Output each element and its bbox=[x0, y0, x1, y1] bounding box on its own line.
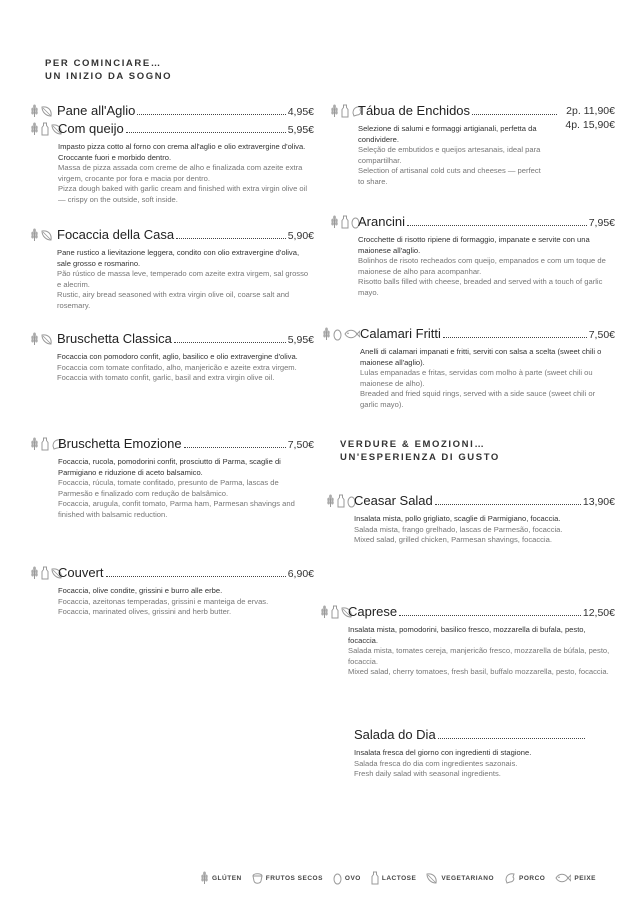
dot-leader bbox=[126, 132, 286, 133]
vegetarian-icon bbox=[41, 332, 53, 346]
item-header bbox=[322, 326, 615, 342]
gluten-icon bbox=[30, 437, 39, 451]
legend-item bbox=[504, 871, 545, 885]
description-italian: Insalata fresca del giorno con ingredienti di stagione. bbox=[354, 748, 532, 757]
gluten-icon bbox=[30, 332, 39, 346]
dot-leader bbox=[184, 447, 286, 448]
item-description bbox=[348, 625, 615, 678]
description-english: Mixed salad, grilled chicken, Parmesan shavings, focaccia. bbox=[354, 535, 552, 545]
description-italian: Selezione di salumi e formaggi artigianali, perfetta da condividere. bbox=[358, 124, 537, 144]
legend-item bbox=[252, 871, 323, 885]
allergen-icons bbox=[330, 215, 360, 229]
description-portuguese: Salada mista, tomates cereja, manjericão fresco, mozzarella de búfala, pesto, focaccia. bbox=[348, 646, 610, 666]
vegetarian-icon bbox=[426, 871, 438, 885]
item-name: Bruschetta Classica bbox=[57, 331, 172, 346]
pork-icon bbox=[504, 871, 516, 885]
menu-item bbox=[330, 103, 615, 188]
item-price: 7,95€ bbox=[588, 217, 615, 229]
item-name: Couvert bbox=[58, 565, 104, 580]
egg-icon bbox=[333, 327, 342, 341]
menu-item bbox=[354, 727, 587, 780]
item-name: Calamari Fritti bbox=[360, 326, 441, 341]
item-price: 5,95€ bbox=[287, 124, 314, 136]
lactose-icon bbox=[337, 494, 345, 508]
description-italian: Insalata mista, pomodorini, basilico fresco, mozzarella di bufala, pesto, focaccia. bbox=[348, 625, 586, 645]
item-description bbox=[360, 347, 615, 411]
description-portuguese: Salada mista, frango grelhado, lascas de Parmesão, focaccia. bbox=[354, 524, 563, 534]
item-name: Ceasar Salad bbox=[354, 493, 433, 508]
item-name: Bruschetta Emozione bbox=[58, 436, 182, 451]
item-description bbox=[58, 586, 314, 618]
description-portuguese: Focaccia, rúcula, tomate confitado, presunto de Parma, lascas de Parmesão e finalizado com redução de balsâmico. bbox=[58, 478, 279, 498]
menu-item bbox=[30, 565, 314, 618]
legend-item bbox=[200, 871, 242, 885]
description-english: Focaccia, arugula, confit tomato, Parma ham, Parmesan shavings and finished with balsamic reduction. bbox=[58, 499, 295, 519]
dot-leader bbox=[176, 238, 286, 239]
item-header bbox=[330, 103, 615, 119]
gluten-icon bbox=[330, 215, 339, 229]
legend-item bbox=[555, 871, 596, 885]
dot-leader bbox=[399, 615, 581, 616]
legend-label: FRUTOS SECOS bbox=[265, 874, 323, 882]
dot-leader bbox=[137, 114, 285, 115]
item-header bbox=[30, 565, 314, 581]
item-price: 13,90€ bbox=[582, 496, 615, 508]
fish-icon bbox=[344, 327, 360, 341]
egg-icon bbox=[333, 871, 342, 885]
item-header bbox=[320, 604, 615, 620]
dot-leader bbox=[407, 225, 587, 226]
item-header bbox=[30, 121, 314, 137]
item-price: 12,50€ bbox=[582, 607, 615, 619]
item-header bbox=[354, 727, 587, 743]
lactose-icon bbox=[331, 605, 339, 619]
menu-item bbox=[30, 436, 314, 521]
item-header bbox=[30, 103, 314, 119]
description-portuguese: Salada fresca do dia com ingredientes sazonais. bbox=[354, 758, 518, 768]
item-price: 5,95€ bbox=[287, 334, 314, 346]
legend-item bbox=[371, 871, 416, 885]
item-price: 7,50€ bbox=[287, 439, 314, 451]
menu-item bbox=[320, 604, 615, 678]
gluten-icon bbox=[320, 605, 329, 619]
lactose-icon bbox=[371, 871, 379, 885]
gluten-icon bbox=[30, 228, 39, 242]
item-description bbox=[58, 457, 314, 521]
description-portuguese: Focaccia, azeitonas temperadas, grissini e manteiga de ervas. bbox=[58, 596, 269, 606]
description-italian: Focaccia, rucola, pomodorini confit, prosciutto di Parma, scaglie di Parmigiano e riduzione di aceto balsamico. bbox=[58, 457, 281, 477]
description-italian: Impasto pizza cotto al forno con crema all'aglio e olio extravergine d'oliva. Croccante fuori e morbido dentro. bbox=[58, 142, 306, 162]
dot-leader bbox=[174, 342, 286, 343]
legend-label: GLÚTEN bbox=[212, 874, 242, 882]
item-price: 5,90€ bbox=[287, 230, 314, 242]
item-header bbox=[326, 493, 615, 509]
vegetarian-icon bbox=[41, 228, 53, 242]
dot-leader bbox=[472, 114, 557, 115]
allergen-icons bbox=[30, 228, 53, 242]
item-name: Com queijo bbox=[58, 121, 124, 136]
section-heading-line: VERDURE & EMOZIONI… bbox=[340, 439, 486, 450]
allergen-icons bbox=[322, 327, 360, 341]
item-description bbox=[57, 248, 314, 312]
lactose-icon bbox=[41, 566, 49, 580]
section-heading-vegetables bbox=[340, 438, 500, 464]
legend-item bbox=[426, 871, 494, 885]
section-heading-line: PER COMINCIARE… bbox=[45, 58, 162, 69]
menu-item bbox=[326, 493, 615, 546]
item-name: Tábua de Enchidos bbox=[358, 103, 471, 118]
menu-item bbox=[30, 227, 314, 312]
description-italian: Pane rustico a lievitazione leggera, condito con olio extravergine d'oliva, sale grosso e rosmarino. bbox=[57, 248, 300, 268]
allergen-icons bbox=[326, 494, 356, 508]
item-header bbox=[30, 436, 314, 452]
section-heading-line: UN'ESPERIENZA DI GUSTO bbox=[340, 452, 500, 463]
description-portuguese: Massa de pizza assada com creme de alho e finalizada com azeite extra virgem, crocante por fora e macia por dentro. bbox=[58, 163, 303, 183]
lactose-icon bbox=[341, 104, 349, 118]
menu-item bbox=[30, 331, 314, 384]
menu-item bbox=[30, 121, 314, 206]
description-italian: Anelli di calamari impanati e fritti, serviti con salsa a scelta (sweet chili o maionese all'aglio). bbox=[360, 347, 602, 367]
legend-label: OVO bbox=[344, 874, 361, 882]
item-description bbox=[58, 142, 314, 206]
vegetarian-icon bbox=[41, 104, 53, 118]
item-price: 6,90€ bbox=[287, 568, 314, 580]
gluten-icon bbox=[326, 494, 335, 508]
gluten-icon bbox=[30, 122, 39, 136]
lactose-icon bbox=[341, 215, 349, 229]
fish-icon bbox=[555, 871, 571, 885]
dot-leader bbox=[106, 576, 286, 577]
description-italian: Focaccia con pomodoro confit, aglio, basilico e olio extravergine d'oliva. bbox=[57, 352, 298, 361]
menu-item bbox=[30, 103, 314, 119]
item-description bbox=[354, 514, 615, 546]
nuts-icon bbox=[252, 871, 263, 885]
dot-leader bbox=[443, 337, 587, 338]
description-english: Pizza dough baked with garlic cream and finished with extra virgin olive oil — crispy on the outside, soft inside. bbox=[58, 184, 308, 204]
description-portuguese: Pão rústico de massa leve, temperado com azeite extra virgem, sal grosso e alecrim. bbox=[57, 269, 309, 289]
item-name: Caprese bbox=[348, 604, 398, 619]
item-price: 4,95€ bbox=[287, 106, 314, 118]
legend-label: PORCO bbox=[519, 874, 546, 882]
item-description bbox=[358, 235, 615, 299]
item-description bbox=[57, 352, 314, 384]
description-english: Selection of artisanal cold cuts and cheeses — perfect to share. bbox=[358, 166, 541, 186]
allergen-legend bbox=[200, 870, 620, 886]
description-english: Focaccia with tomato confit, garlic, basil and extra virgin olive oil. bbox=[57, 373, 275, 383]
description-english: Risotto balls filled with cheese, breaded and served with a touch of garlic mayo. bbox=[358, 277, 603, 297]
item-name: Pane all'Aglio bbox=[57, 103, 136, 118]
section-heading-line: UN INIZIO DA SOGNO bbox=[45, 71, 173, 82]
gluten-icon bbox=[30, 566, 39, 580]
description-portuguese: Bolinhos de risoto recheados com queijo, empanados e com um toque de maionese de alho para acompanhar. bbox=[358, 256, 606, 276]
legend-label: LACTOSE bbox=[381, 874, 417, 882]
description-portuguese: Lulas empanadas e fritas, servidas com molho à parte (sweet chili ou maionese de alho). bbox=[360, 368, 593, 388]
item-header bbox=[30, 331, 314, 347]
description-italian: Crocchette di risotto ripiene di formaggio, impanate e servite con una maionese all'aglio. bbox=[358, 235, 590, 255]
gluten-icon bbox=[200, 871, 209, 885]
description-english: Mixed salad, cherry tomatoes, fresh basil, buffalo mozzarella, pesto, focaccia. bbox=[348, 667, 609, 677]
allergen-icons bbox=[30, 332, 53, 346]
description-english: Focaccia, marinated olives, grissini and herb butter. bbox=[58, 607, 232, 617]
description-english: Fresh daily salad with seasonal ingredients. bbox=[354, 769, 501, 779]
gluten-icon bbox=[330, 104, 339, 118]
gluten-icon bbox=[322, 327, 331, 341]
dot-leader bbox=[435, 504, 581, 505]
gluten-icon bbox=[30, 104, 39, 118]
lactose-icon bbox=[41, 122, 49, 136]
item-price: 7,50€ bbox=[588, 329, 615, 341]
legend-label: VEGETARIANO bbox=[441, 874, 495, 882]
allergen-icons bbox=[30, 104, 53, 118]
item-header bbox=[30, 227, 314, 243]
menu-item bbox=[330, 214, 615, 299]
item-description bbox=[354, 748, 587, 780]
description-english: Rustic, airy bread seasoned with extra virgin olive oil, coarse salt and rosemary. bbox=[57, 290, 290, 310]
item-header bbox=[330, 214, 615, 230]
description-english: Breaded and fried squid rings, served with a side sauce (sweet chili or garlic mayo). bbox=[360, 389, 596, 409]
item-description bbox=[358, 124, 543, 188]
item-name: Focaccia della Casa bbox=[57, 227, 175, 242]
legend-item bbox=[333, 871, 361, 885]
legend-label: PEIXE bbox=[574, 874, 597, 882]
description-italian: Insalata mista, pollo grigliato, scaglie di Parmigiano, focaccia. bbox=[354, 514, 561, 523]
description-italian: Focaccia, olive condite, grissini e burro alle erbe. bbox=[58, 586, 223, 595]
item-name: Salada do Dia bbox=[354, 727, 436, 742]
item-price: 2p. 11,90€ bbox=[566, 105, 615, 117]
section-heading-starters bbox=[45, 57, 172, 83]
description-portuguese: Focaccia com tomate confitado, alho, manjericão e azeite extra virgem. bbox=[57, 362, 297, 372]
item-name: Arancini bbox=[358, 214, 405, 229]
description-portuguese: Seleção de embutidos e queijos artesanais, ideal para compartilhar. bbox=[358, 145, 541, 165]
item-price: 4p. 15,90€ bbox=[565, 119, 615, 131]
dot-leader bbox=[438, 738, 585, 739]
menu-item bbox=[322, 326, 615, 411]
lactose-icon bbox=[41, 437, 49, 451]
